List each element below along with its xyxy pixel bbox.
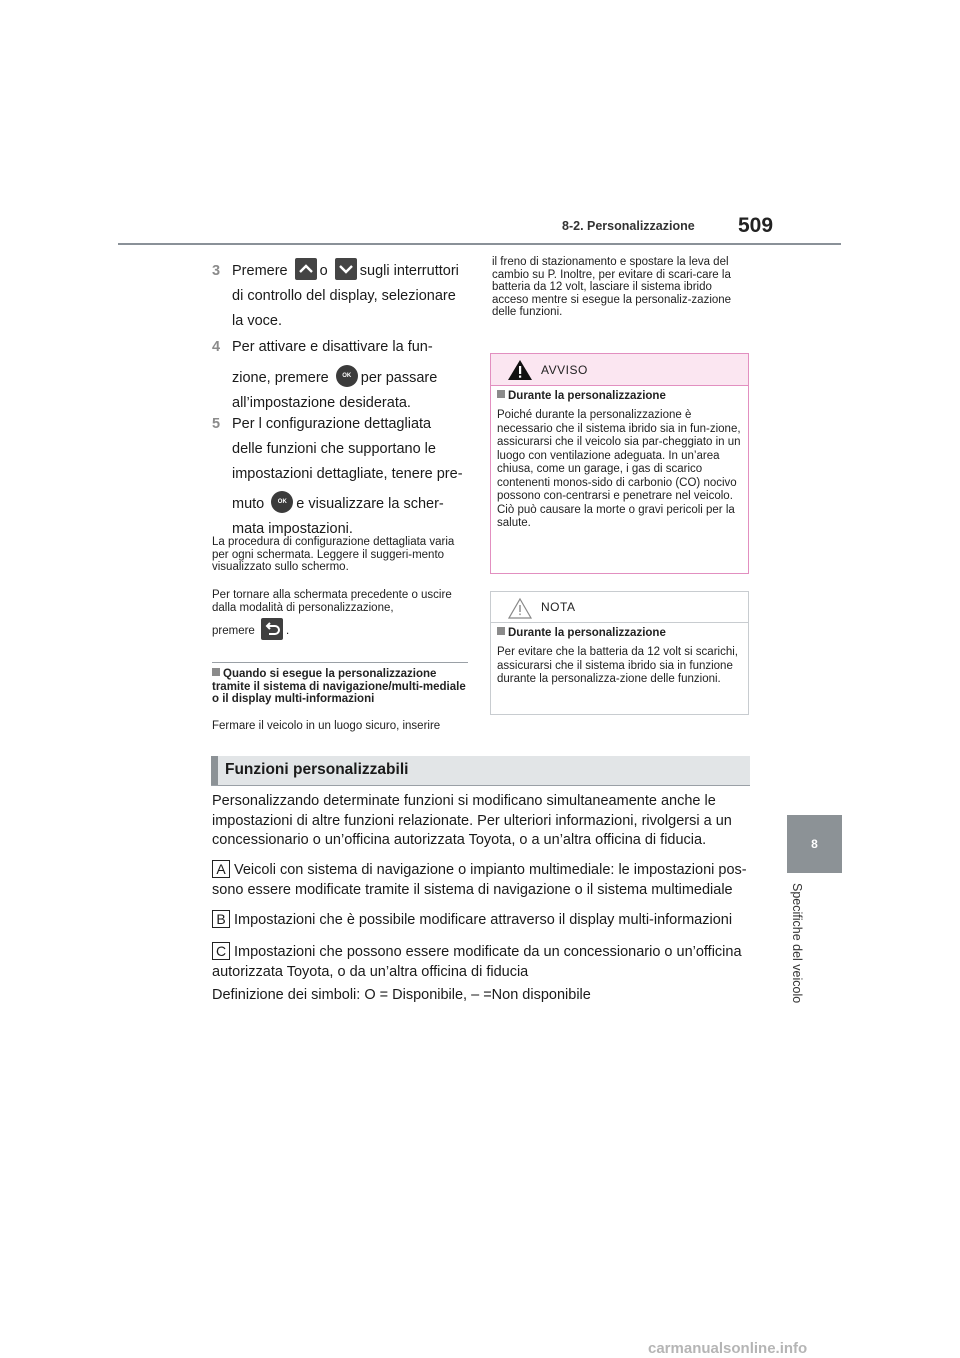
- step-text: impostazioni dettagliate, tenere pre-: [232, 466, 463, 482]
- warning-body: Poiché durante la personalizzazione è necessario che il sistema ibrido sia in fun-zione, assicurarsi che il veicolo sia par-cheggiato in un luogo con ventilazione adeguata. In un’area chiusa, come un garage, i gas di scarico contenenti monos-sido di carbonio (CO) nocivo possono con-centrarsi e penetrare nel veicolo. Ciò può causare la morte o gravi pericoli per la salute.: [497, 409, 741, 529]
- step-text: zione, premere: [232, 370, 329, 386]
- chapter-tab: [787, 815, 842, 873]
- step-text: e visualizzare la scher-: [296, 496, 444, 512]
- step-3: [212, 259, 472, 334]
- legend-item-b: [212, 910, 752, 931]
- legend-item-a: [212, 860, 752, 900]
- square-bullet-icon: [497, 390, 505, 398]
- step-text: all’impostazione desiderata.: [232, 395, 411, 411]
- step-text: o: [319, 263, 328, 279]
- caution-triangle-icon: [507, 597, 533, 624]
- letter-badge: C: [212, 942, 230, 960]
- section-heading: Funzioni personalizzabili: [225, 761, 409, 778]
- note-back-text: .: [286, 625, 290, 638]
- right-paragraph: il freno di stazionamento e spostare la leva del cambio su P. Inoltre, per evitare di scari-care la batteria da 12 volt, lasciare il sistema ibrido acceso mentre si esegue la personaliz-zazione delle funzioni.: [492, 256, 732, 318]
- step-text: Premere: [232, 263, 288, 279]
- square-bullet-icon: [212, 668, 220, 676]
- ok-button-icon: OK: [336, 365, 358, 387]
- step-text: Per l configurazione dettagliata: [232, 416, 432, 432]
- step-text: muto: [232, 496, 265, 512]
- letter-badge: A: [212, 860, 230, 878]
- note-box: [490, 591, 749, 715]
- note-title: NOTA: [541, 600, 576, 614]
- nav-note-text: Fermare il veicolo in un luogo sicuro, inserire: [212, 720, 441, 732]
- note-back-text: Per tornare alla schermata precedente o uscire dalla modalità di personalizzazione,: [212, 589, 452, 614]
- legend-item-text: Impostazioni che possono essere modificate da un concessionario o un’officina autorizzata Toyota, o da un’altra officina di fiducia: [212, 944, 742, 980]
- nav-note-heading-text: Quando si esegue la personalizzazione tramite il sistema di navigazione/multi-mediale o il display multi-informazioni: [212, 668, 466, 705]
- step-number: 4: [212, 339, 221, 355]
- section-intro: Personalizzando determinate funzioni si modificano simultaneamente anche le impostazioni di altre funzioni relazionate. Per ulteriori informazioni, rivolgersi a un concessionario o un’officina autorizzata Toyota, o a un’altra officina di fiducia.: [212, 793, 732, 848]
- warning-subtitle-text: Durante la personalizzazione: [508, 390, 666, 402]
- warning-subtitle: [497, 390, 666, 402]
- page-number: 509: [738, 214, 774, 237]
- section-title: 8-2. Personalizzazione: [562, 219, 695, 233]
- note-back: [212, 589, 468, 640]
- step-text: di controllo del display, selezionare: [232, 288, 456, 304]
- note-body: Per evitare che la batteria da 12 volt si scarichi, assicurarsi che il sistema ibrido sia in funzione durante la personalizza-zione delle funzioni.: [497, 646, 738, 685]
- nav-note-heading: [212, 668, 468, 706]
- warning-box: [490, 353, 749, 574]
- banner-accent: [211, 756, 218, 785]
- step-text: per passare: [360, 370, 438, 386]
- square-bullet-icon: [497, 627, 505, 635]
- divider: [212, 662, 468, 663]
- step-5: [212, 412, 472, 542]
- legend-item-text: Impostazioni che è possibile modificare attraverso il display multi-informazioni: [234, 912, 733, 928]
- header-rule: [118, 243, 841, 245]
- note-subtitle: [497, 627, 666, 639]
- step-text: la voce.: [232, 313, 282, 329]
- note-subtitle-text: Durante la personalizzazione: [508, 627, 666, 639]
- step-text: mata impostazioni.: [232, 521, 353, 537]
- letter-badge: B: [212, 910, 230, 928]
- chapter-label: Specifiche del veicolo: [790, 883, 804, 1004]
- note-back-text: premere: [212, 625, 255, 638]
- step-4: [212, 335, 472, 416]
- chapter-number: 8: [811, 837, 818, 851]
- warning-header: [491, 354, 748, 386]
- section-banner: [211, 756, 750, 786]
- step-text: Per attivare e disattivare la fun-: [232, 339, 433, 355]
- step-number: 5: [212, 416, 221, 432]
- warning-triangle-icon: [507, 359, 533, 386]
- warning-title: AVVISO: [541, 363, 588, 377]
- chevron-up-icon: [295, 258, 317, 280]
- legend-item-text: Veicoli con sistema di navigazione o impianto multimediale: le impostazioni pos-sono essere modificate tramite il sistema di navigazione o il sistema multimediale: [212, 862, 747, 898]
- note-procedure: La procedura di configurazione dettagliata varia per ogni schermata. Leggere il suggeri-mento visualizzato sullo schermo.: [212, 536, 455, 573]
- step-text: sugli interruttori: [359, 263, 459, 279]
- step-text: delle funzioni che supportano le: [232, 441, 436, 457]
- symbol-legend: Definizione dei simboli: O = Disponibile, – =Non disponibile: [212, 987, 591, 1003]
- step-number: 3: [212, 263, 221, 279]
- watermark: carmanualsonline.info: [648, 1340, 808, 1357]
- chevron-down-icon: [335, 258, 357, 280]
- note-header: [491, 592, 748, 623]
- back-arrow-icon: [261, 618, 283, 640]
- ok-button-icon: OK: [271, 491, 293, 513]
- legend-item-c: [212, 942, 752, 982]
